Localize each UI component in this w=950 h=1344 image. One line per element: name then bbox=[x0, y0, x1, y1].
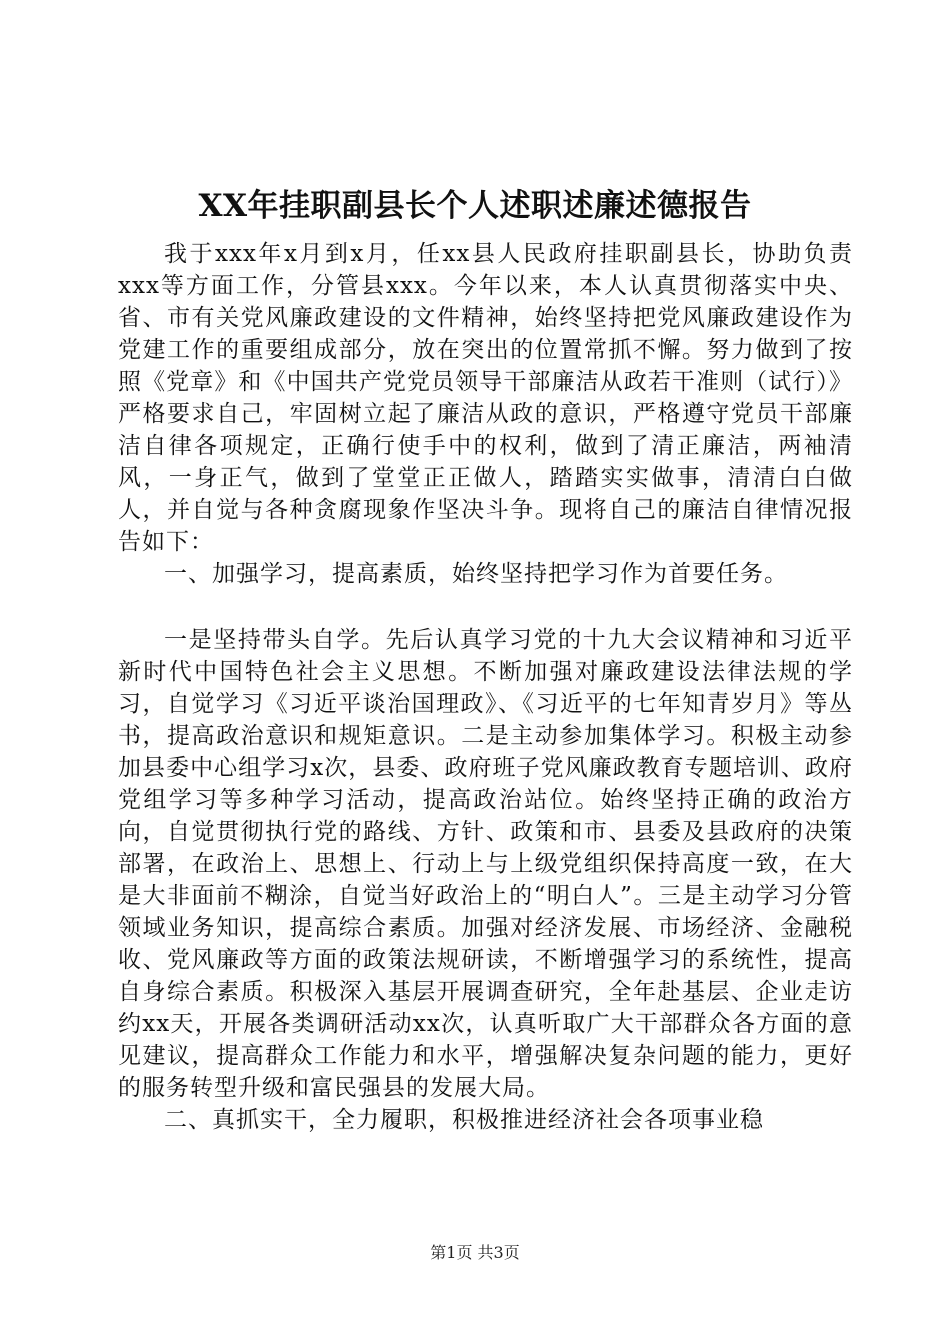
section-heading-2: 二、真抓实干，全力履职，积极推进经济社会各项事业稳 bbox=[164, 1107, 764, 1133]
section-1-paragraph: 一是坚持带头自学。先后认真学习党的十九大会议精神和习近平新时代中国特色社会主义思想。不断加强对廉政建设法律法规的学习，自觉学习《习近平谈治国理政》、《习近平的七年知青岁月》等丛书，提高政治意识和规矩意识。二是主动参加集体学习。积极主动参加县委中心组学习x次，县委、政府班子党风廉政教育专题培训、政府党组学习等多种学习活动，提高政治站位。始终坚持正确的政治方向，自觉贯彻执行党的路线、方针、政策和市、县委及县政府的决策部署，在政治上、思想上、行动上与上级党组织保持高度一致，在大是大非面前不糊涂，自觉当好政治上的“明白人”。三是主动学习分管领域业务知识，提高综合素质。加强对经济发展、市场经济、金融税收、党风廉政等方面的政策法规研读，不断增强学习的系统性，提高自身综合素质。积极深入基层开展调查研究，全年赴基层、企业走访约xx天，开展各类调研活动xx次，认真听取广大干部群众各方面的意见建议，提高群众工作能力和水平，增强解决复杂问题的能力，更好的服务转型升级和富民强县的发展大局。 bbox=[118, 627, 853, 1101]
page-number-footer: 第1页 共3页 bbox=[430, 1243, 520, 1262]
section-heading-1: 一、加强学习，提高素质，始终坚持把学习作为首要任务。 bbox=[164, 561, 788, 587]
paragraph-gap bbox=[118, 590, 853, 624]
intro-paragraph: 我于xxx年x月到x月，任xx县人民政府挂职副县长，协助负责xxx等方面工作，分管县xxx。今年以来，本人认真贯彻落实中央、省、市有关党风廉政建设的文件精神，始终坚持把党风廉政建设作为党建工作的重要组成部分，放在突出的位置常抓不懈。努力做到了按照《党章》和《中国共产党党员领导干部廉洁从政若干准则（试行）》严格要求自己，牢固树立起了廉洁从政的意识，严格遵守党员干部廉洁自律各项规定，正确行使手中的权利，做到了清正廉洁，两袖清风，一身正气，做到了堂堂正正做人，踏踏实实做事，清清白白做人，并自觉与各种贪腐现象作坚决斗争。现将自己的廉洁自律情况报告如下： bbox=[118, 241, 853, 555]
document-body bbox=[118, 238, 853, 1136]
document-title: XX年挂职副县长个人述职述廉述德报告 bbox=[198, 188, 752, 224]
